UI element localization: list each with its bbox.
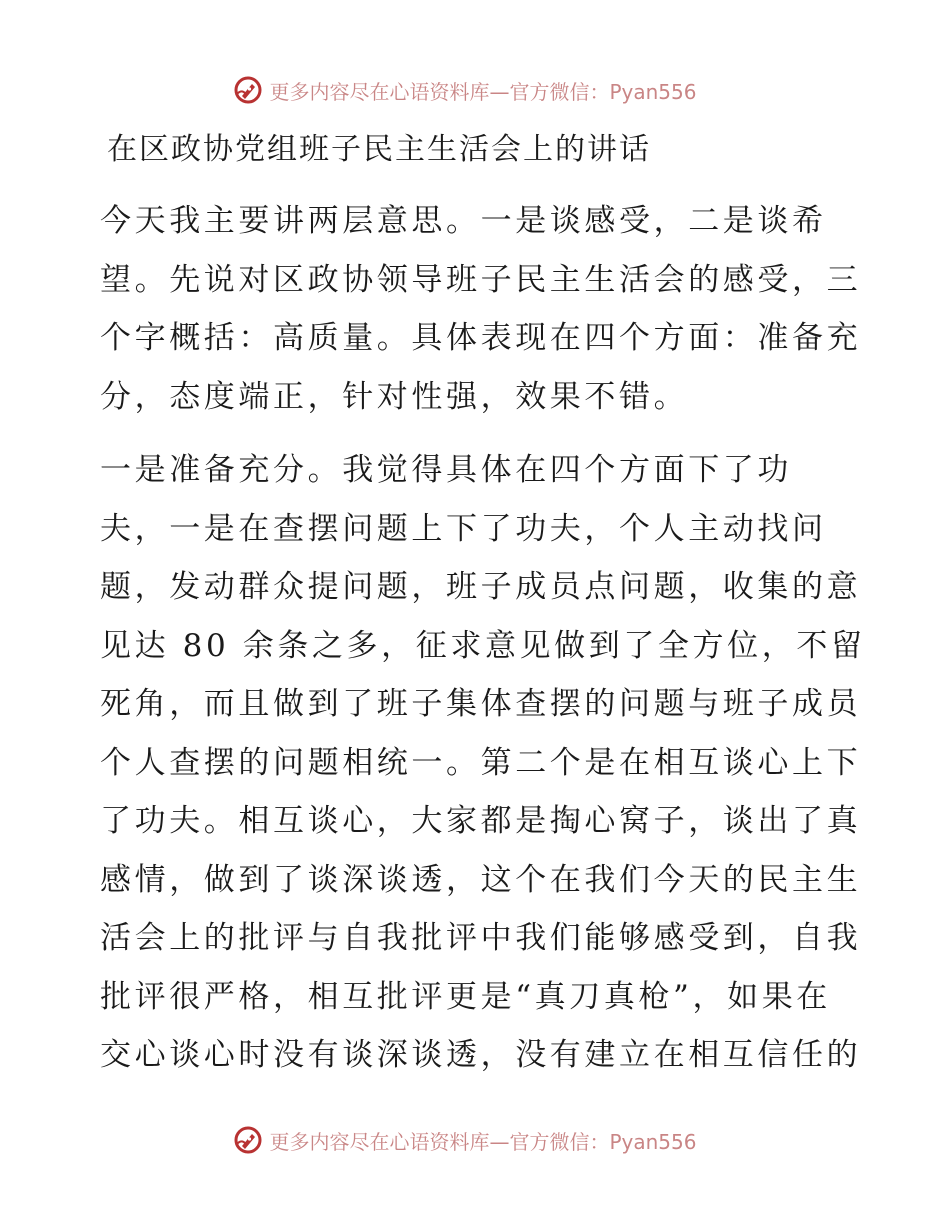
paragraph-2 [100, 441, 866, 1085]
banner-text: 更多内容尽在心语资料库—官方微信：Pyan556 [269, 79, 697, 104]
text-line: 一是准备充分。我觉得具体在四个方面下了功 [100, 452, 792, 488]
footer-banner [0, 1120, 950, 1160]
text-line: 题，发动群众提问题，班子成员点问题，收集的意 [100, 569, 862, 605]
document-title: 在区政协党组班子民主生活会上的讲话 [107, 132, 651, 167]
pen-nib-logo-icon [233, 1125, 263, 1155]
text-line: 望。先说对区政协领导班子民主生活会的感受，三 [100, 261, 862, 298]
text-line: 分，态度端正，针对性强，效果不错。 [100, 378, 689, 415]
text-line: 今天我主要讲两层意思。一是谈感受，二是谈希 [100, 203, 827, 239]
text-line: 死角，而且做到了班子集体查摆的问题与班子成员 [100, 686, 862, 722]
header-banner [0, 70, 950, 110]
text-line: 夫，一是在查摆问题上下了功夫，个人主动找问 [100, 510, 827, 547]
text-line: 活会上的批评与自我批评中我们能够感受到，自我 [100, 920, 862, 956]
text-line: 个字概括：高质量。具体表现在四个方面：准备充 [100, 320, 862, 356]
text-line: 批评很严格，相互批评更是“真刀真枪”，如果在 [100, 978, 831, 1015]
text-line: 个人查摆的问题相统一。第二个是在相互谈心上下 [100, 744, 862, 781]
paragraph-1 [100, 192, 862, 426]
text-line: 了功夫。相互谈心，大家都是掏心窝子，谈出了真 [100, 803, 862, 839]
text-line: 感情，做到了谈深谈透，这个在我们今天的民主生 [100, 861, 862, 898]
text-line: 交心谈心时没有谈深谈透，没有建立在相互信任的 [100, 1037, 862, 1073]
banner-text: 更多内容尽在心语资料库—官方微信：Pyan556 [269, 1129, 697, 1154]
text-line: 见达 80 余条之多，征求意见做到了全方位，不留 [100, 627, 866, 664]
pen-nib-logo-icon [233, 75, 263, 105]
